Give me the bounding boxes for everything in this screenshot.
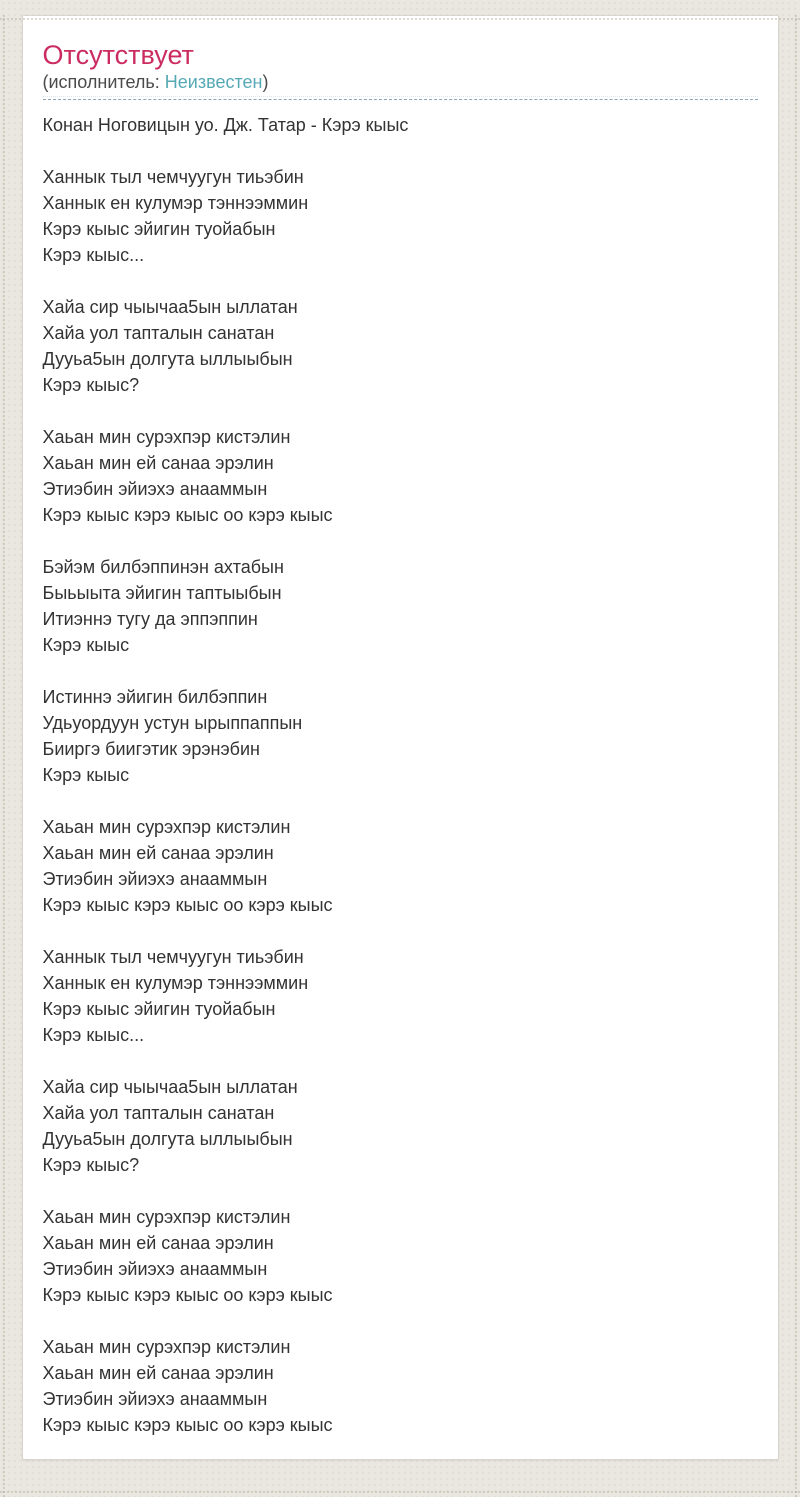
lyrics [43,164,758,1438]
lyric-line: Кэрэ кыыс эйигин туойабын [42,219,276,239]
lyric-line: Кэрэ кыыс? [42,1155,140,1175]
lyric-line: Истиннэ эйигин билбэппин [42,687,268,707]
background-stitch-left [3,15,5,1497]
lyric-line: Этиэбин эйиэхэ анааммын [42,869,268,889]
artist-link[interactable]: Неизвестен [164,72,263,92]
lyric-line: Хайа сир чыычаа5ын ыллатан [42,297,298,317]
lyric-line: Хаьан мин сурэхпэр кистэлин [42,1337,291,1357]
lyric-line: Кэрэ кыыс эйигин туойабын [42,999,276,1019]
lyric-stanza [43,684,758,788]
lyric-line: Этиэбин эйиэхэ анааммын [42,1259,268,1279]
lyric-stanza [43,294,758,398]
lyric-line: Хаьан мин ей санаа эрэлин [42,453,274,473]
page-title: Отсутствует [42,40,194,70]
page-background [0,15,800,1497]
lyric-line: Бэйэм билбэппинэн ахтабын [42,557,284,577]
artist-label-suffix: ) [262,72,269,92]
lyric-line: Хайа уол тапталын санатан [42,1103,275,1123]
lyric-line: Хаьан мин ей санаа эрэлин [42,1233,274,1253]
lyric-line: Ханнык тыл чемчуугун тиьэбин [42,947,304,967]
background-stitch-bottom [0,1491,800,1493]
lyric-line: Удьуордуун устун ырыппаппын [42,713,303,733]
lyric-line: Быьыыта эйигин таптыыбын [42,583,282,603]
lyric-stanza [43,164,758,268]
lyric-line: Кэрэ кыыс кэрэ кыыс оо кэрэ кыыс [42,895,333,915]
header-divider [43,96,758,100]
lyric-stanza [43,944,758,1048]
lyrics-card [22,15,779,1460]
lyric-line: Ханнык ен кулумэр тэннээммин [42,973,309,993]
lyric-line: Кэрэ кыыс? [42,375,140,395]
lyric-line: Бииргэ биигэтик эрэнэбин [42,739,260,759]
lyric-line: Дууьа5ын долгута ыллыыбын [42,349,293,369]
lyric-stanza [43,1334,758,1438]
lyric-line: Кэрэ кыыс... [42,245,145,265]
lyric-line: Хаьан мин ей санаа эрэлин [42,1363,274,1383]
lyric-stanza [43,1074,758,1178]
lyric-line: Ханнык ен кулумэр тэннээммин [42,193,309,213]
lyric-line: Кэрэ кыыс [42,635,130,655]
lyric-line: Кэрэ кыыс кэрэ кыыс оо кэрэ кыыс [42,1285,333,1305]
background-stitch-right [795,15,797,1497]
artist-line [43,70,758,94]
lyric-line: Кэрэ кыыс [42,765,130,785]
lyric-line: Хайа сир чыычаа5ын ыллатан [42,1077,298,1097]
lyric-line: Ханнык тыл чемчуугун тиьэбин [42,167,304,187]
lyric-line: Этиэбин эйиэхэ анааммын [42,1389,268,1409]
lyric-line: Дууьа5ын долгута ыллыыбын [42,1129,293,1149]
lyric-stanza [43,1204,758,1308]
lyric-line: Кэрэ кыыс кэрэ кыыс оо кэрэ кыыс [42,505,333,525]
lyric-line: Хаьан мин ей санаа эрэлин [42,843,274,863]
lyric-stanza [43,554,758,658]
lyric-line: Этиэбин эйиэхэ анааммын [42,479,268,499]
lyric-line: Хаьан мин сурэхпэр кистэлин [42,427,291,447]
lyric-line: Кэрэ кыыс... [42,1025,145,1045]
song-title: Конан Ноговицын уо. Дж. Татар - Кэрэ кыыс [42,115,409,135]
lyric-line: Кэрэ кыыс кэрэ кыыс оо кэрэ кыыс [42,1415,333,1435]
lyric-stanza [43,424,758,528]
lyric-line: Хаьан мин сурэхпэр кистэлин [42,1207,291,1227]
lyric-line: Хаьан мин сурэхпэр кистэлин [42,817,291,837]
lyric-line: Хайа уол тапталын санатан [42,323,275,343]
artist-label-prefix: (исполнитель: [42,72,160,92]
lyric-line: Итиэннэ тугу да эппэппин [42,609,258,629]
lyric-stanza [43,814,758,918]
